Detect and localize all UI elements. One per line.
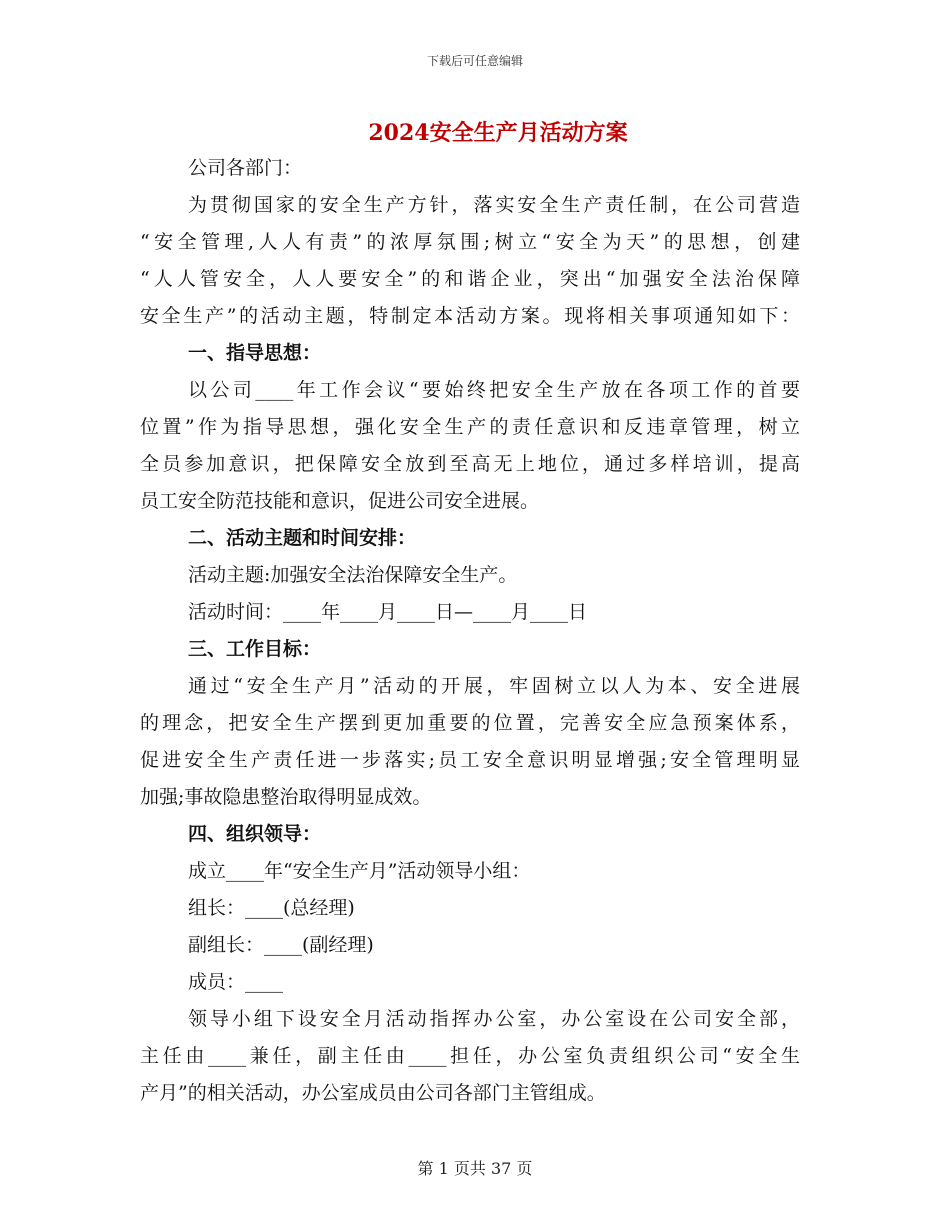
members-line: 成员：____ bbox=[188, 971, 284, 993]
guiding-paragraph-line: 位置”作为指导思想，强化安全生产的责任意识和反违章管理，树立 bbox=[140, 416, 800, 438]
group-leader-line: 组长：____(总经理) bbox=[188, 897, 355, 919]
guiding-paragraph-line: 以公司____年工作会议“要始终把安全生产放在各项工作的首要 bbox=[188, 379, 800, 401]
goals-paragraph-line: 促进安全生产责任进一步落实;员工安全意识明显增强;安全管理明显 bbox=[140, 749, 800, 771]
goals-paragraph-line: 通过“安全生产月”活动的开展，牢固树立以人为本、安全进展 bbox=[188, 675, 800, 697]
office-paragraph-line: 领导小组下设安全月活动指挥办公室，办公室设在公司安全部， bbox=[188, 1008, 800, 1030]
activity-time-line: 活动时间：____年____月____日—____月____日 bbox=[188, 601, 588, 623]
leading-group-line: 成立____年“安全生产月”活动领导小组： bbox=[188, 860, 531, 882]
section-heading-work-goals: 三、工作目标： bbox=[188, 638, 322, 660]
activity-theme-line: 活动主题:加强安全法治保障安全生产。 bbox=[188, 564, 518, 586]
page-number-footer: 第 1 页共 37 页 bbox=[417, 1159, 533, 1178]
page-header-note: 下载后可任意编辑 bbox=[426, 54, 523, 68]
document-body bbox=[140, 150, 800, 1112]
office-paragraph-line: 产月”的相关活动，办公室成员由公司各部门主管组成。 bbox=[140, 1082, 606, 1104]
section-heading-guiding-thought: 一、指导思想： bbox=[188, 342, 322, 364]
document-title: 2024安全生产月活动方案 bbox=[368, 120, 628, 146]
intro-paragraph-line: 为贯彻国家的安全生产方针，落实安全生产责任制，在公司营造 bbox=[188, 194, 800, 216]
section-heading-organization: 四、组织领导： bbox=[188, 823, 322, 845]
section-heading-theme-schedule: 二、活动主题和时间安排： bbox=[188, 527, 417, 549]
deputy-leader-line: 副组长：____(副经理) bbox=[188, 934, 374, 956]
intro-paragraph-line: “安全管理,人人有责”的浓厚氛围;树立“安全为天”的思想，创建 bbox=[140, 231, 800, 253]
guiding-paragraph-line: 员工安全防范技能和意识，促进公司安全进展。 bbox=[140, 490, 540, 512]
guiding-paragraph-line: 全员参加意识，把保障安全放到至高无上地位，通过多样培训，提高 bbox=[140, 453, 800, 475]
intro-paragraph-line: 安全生产”的活动主题，特制定本活动方案。现将相关事项通知如下： bbox=[140, 305, 800, 327]
salutation: 公司各部门： bbox=[188, 157, 303, 179]
intro-paragraph-line: “人人管安全，人人要安全”的和谐企业，突出“加强安全法治保障 bbox=[140, 268, 800, 290]
goals-paragraph-line: 加强;事故隐患整治取得明显成效。 bbox=[140, 786, 432, 808]
goals-paragraph-line: 的理念，把安全生产摆到更加重要的位置，完善安全应急预案体系， bbox=[140, 712, 800, 734]
office-paragraph-line: 主任由____兼任，副主任由____担任，办公室负责组织公司“安全生 bbox=[140, 1045, 800, 1067]
